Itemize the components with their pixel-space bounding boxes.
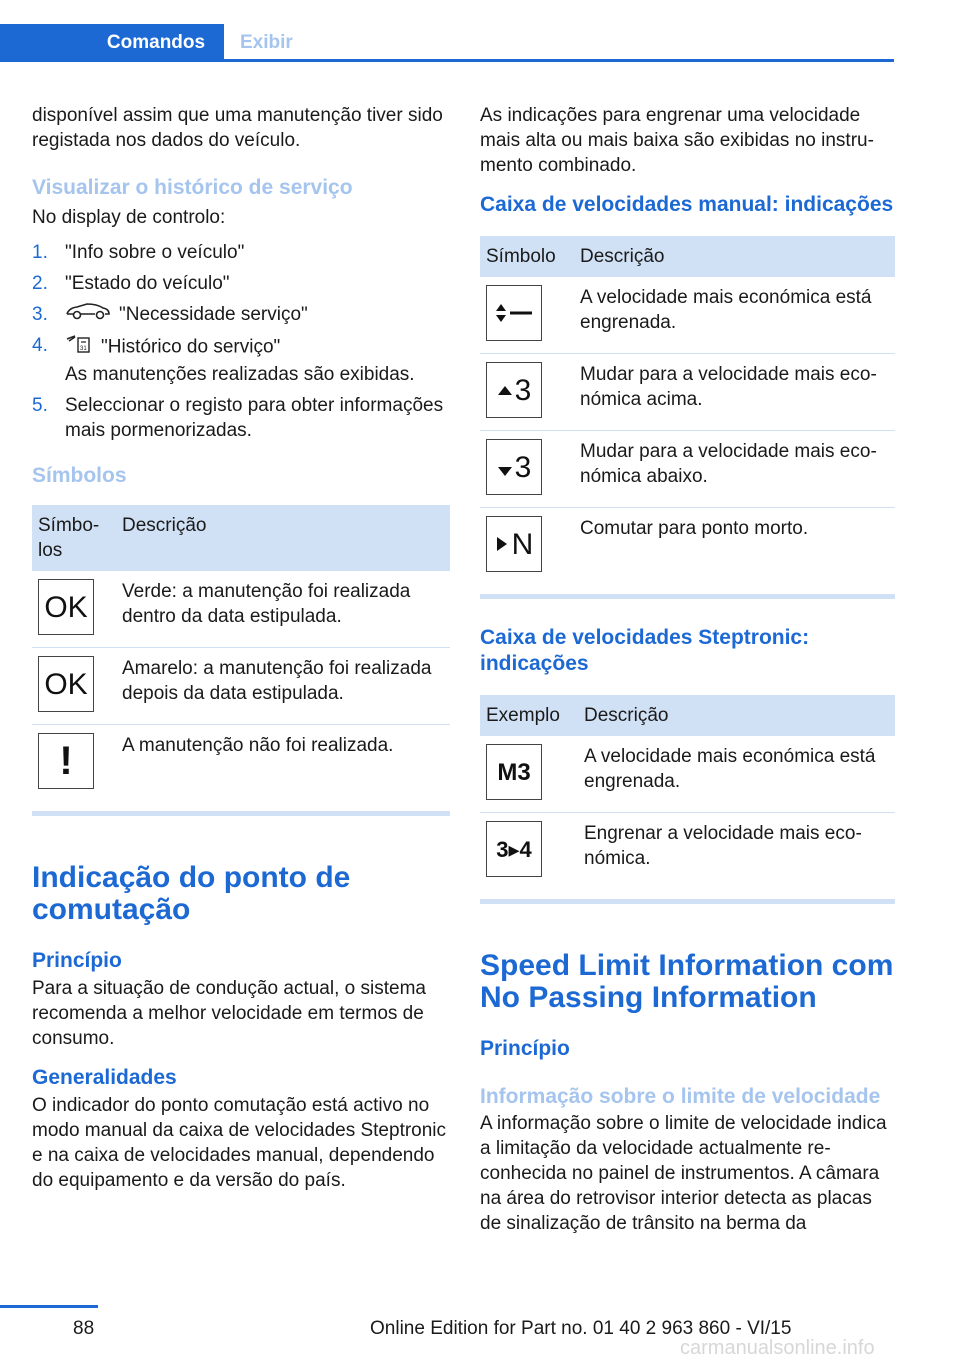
table-row [480, 431, 895, 508]
tab-comandos[interactable]: Comandos [88, 24, 224, 62]
table-cell: Comutar para ponto morto. [580, 518, 809, 539]
general-heading: Generalidades [32, 1066, 177, 1090]
table-row [480, 736, 895, 813]
step-number: 5. [32, 395, 48, 417]
column-header: Símbolos [32, 505, 116, 571]
optimal-gear-icon [486, 285, 542, 341]
section-title: Indicação do ponto de comutação [32, 861, 351, 927]
table-cell: A velocidade mais económica está engrenada. [578, 736, 895, 813]
table-cell: Amarelo: a manutenção foi realizada depois da data estipulada. [116, 648, 450, 725]
step-number: 1. [32, 242, 48, 263]
table-cell: A velocidade mais económica está engrenada. [574, 277, 895, 354]
right-column [480, 103, 895, 1236]
principle-text: Para a situação de condução actual, o sistema recomenda a melhor velocidade em termos de consumo. [32, 978, 426, 1050]
table-end-rule [480, 899, 895, 904]
header-bar [0, 0, 960, 62]
header-rule [224, 59, 894, 62]
step-text: "Estado do veículo" [65, 273, 230, 294]
step-subtext: As manutenções realizadas são exibidas. [65, 364, 415, 386]
steptronic-table [480, 695, 895, 889]
table-cell: Engrenar a velocidade mais económica. [584, 823, 862, 869]
column-header: Descrição [578, 695, 895, 736]
ok-green-icon: OK [38, 579, 94, 635]
column-header: Exemplo [480, 695, 578, 736]
table-end-rule [480, 594, 895, 599]
principle-heading: Princípio [32, 949, 122, 973]
table-row [480, 354, 895, 431]
symbols-table [32, 505, 450, 801]
section-title: Speed Limit Information com No Passing Information [480, 949, 894, 1014]
table-row [32, 648, 450, 725]
svg-text:31: 31 [80, 346, 87, 353]
footer-rule [0, 1305, 98, 1308]
step-number: 3. [32, 304, 48, 325]
service-history-icon [65, 333, 93, 362]
step-number: 4. [32, 335, 48, 357]
watermark: carmanualsonline.info [680, 1337, 875, 1359]
shift-up-icon: 3 [486, 362, 542, 418]
neutral-icon: N [486, 516, 542, 572]
ok-yellow-icon: OK [38, 656, 94, 712]
column-header: Descrição [116, 505, 450, 571]
step-text: Seleccionar o registo para obter informações mais pormenorizadas. [65, 395, 444, 442]
list-item [32, 271, 450, 296]
table-end-rule [32, 811, 450, 816]
table-cell: A manutenção não foi realizada. [122, 735, 394, 757]
info-text: A informação sobre o limite de velocidade indica a limitação da velocidade actualmente reconhecida no painel de instrumentos. A câmara na área do retrovisor interior detecta as placas de sinalização de trânsito na berma da [480, 1113, 887, 1234]
manual-table [480, 236, 895, 584]
gear-up-icon: 3▸4 [486, 821, 542, 877]
steptronic-heading: Caixa de velocidades Steptronic: indicações [480, 626, 810, 675]
steps-list [32, 240, 450, 443]
step-text: "Necessidade serviço" [119, 304, 308, 325]
intro-text: As indicações para engrenar uma velocidade mais alta ou mais baixa são exibidas no instrumento combinado. [480, 105, 874, 176]
edition-text: Online Edition for Part no. 01 40 2 963 860 - VI/15 [370, 1318, 792, 1339]
table-row [480, 508, 895, 585]
left-column [32, 103, 450, 1193]
list-item [32, 393, 450, 443]
table-row [32, 571, 450, 648]
list-item [32, 302, 450, 327]
history-heading: Visualizar o histórico de serviço [32, 176, 353, 199]
display-label: No display de controlo: [32, 207, 226, 228]
table-row [32, 725, 450, 802]
header-accent [0, 24, 88, 62]
table-row [480, 813, 895, 890]
shift-down-icon: 3 [486, 439, 542, 495]
symbols-heading: Símbolos [32, 464, 127, 488]
gear-m3-icon: M3 [486, 744, 542, 800]
column-header: Descrição [574, 236, 895, 277]
principle-heading: Princípio [480, 1037, 570, 1060]
step-number: 2. [32, 273, 48, 294]
general-text: O indicador do ponto comutação está activo no modo manual da caixa de velocidades Steptronic e na caixa de velocidades manual, dependendo do equipamento e da versão do país. [32, 1095, 447, 1192]
table-row [480, 277, 895, 354]
info-heading: Informação sobre o limite de velocidade [480, 1085, 881, 1108]
tab-exibir[interactable]: Exibir [240, 32, 293, 53]
step-text: "Histórico do serviço" [101, 337, 281, 358]
car-icon [65, 302, 111, 327]
manual-heading: Caixa de velocidades manual: indicações [480, 193, 894, 216]
column-header: Símbolo [480, 236, 574, 277]
intro-text: disponível assim que uma manutenção tiver sido registada nos dados do veículo. [32, 105, 443, 151]
step-text: "Info sobre o veículo" [65, 242, 245, 263]
table-cell: Mudar para a velocidade mais económica abaixo. [574, 431, 895, 508]
page-number: 88 [73, 1318, 95, 1339]
table-cell: Mudar para a velocidade mais económica acima. [574, 354, 895, 431]
warning-icon: ! [38, 733, 94, 789]
table-cell: Verde: a manutenção foi realizada dentro da data estipulada. [116, 571, 450, 648]
list-item [32, 240, 450, 265]
list-item [32, 333, 450, 387]
